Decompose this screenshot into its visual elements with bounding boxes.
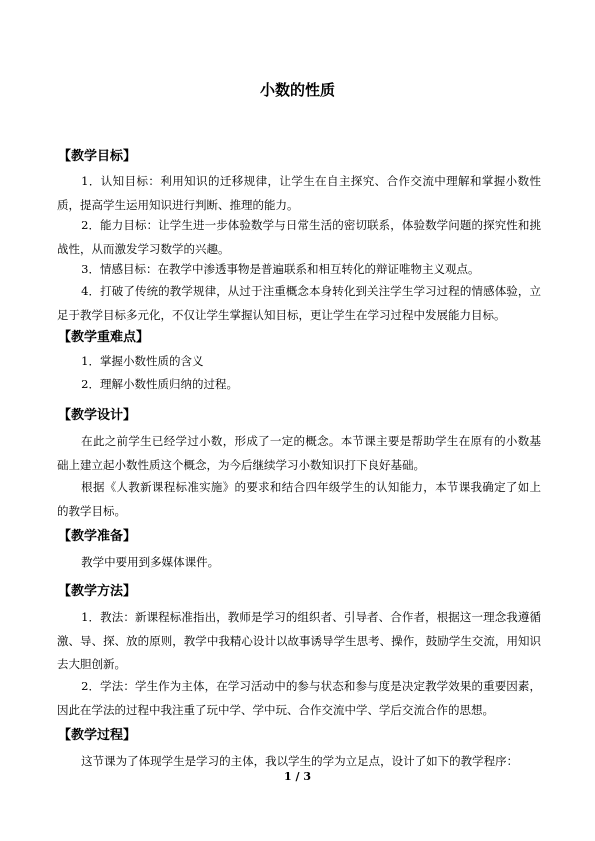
paragraph: 4．打破了传统的教学规律，从过于注重概念本身转化到关注学生学习过程的情感体验，立足于教学目标多元化，不仅让学生掌握认知目标，更让学生在学习过程中发展能力目标。 xyxy=(57,284,541,322)
page-number: 1 / 3 xyxy=(284,770,311,783)
paragraph: 2．学法：学生作为主体，在学习活动中的参与状态和参与度是决定教学效果的重要因素，因此在学法的过程中我注重了玩中学、学中玩、合作交流中学、学后交流合作的思想。 xyxy=(57,679,541,717)
section-heading-design: 【教学设计】 xyxy=(58,408,137,423)
paragraph: 在此之前学生已经学过小数，形成了一定的概念。本节课主要是帮助学生在原有的小数基础上建立起小数性质这个概念，为今后继续学习小数知识打下良好基础。 xyxy=(57,434,541,472)
section-heading-key-points: 【教学重难点】 xyxy=(58,330,150,345)
paragraph: 1．认知目标：利用知识的迁移规律，让学生在自主探究、合作交流中理解和掌握小数性质，提高学生运用知识进行判断、推理的能力。 xyxy=(57,174,541,212)
paragraph: 根据《人教新课程标准实施》的要求和结合四年级学生的认知能力，本节课我确定了如上的教学目标。 xyxy=(57,480,541,518)
paragraph: 2．理解小数性质归纳的过程。 xyxy=(81,377,238,391)
section-heading-methods: 【教学方法】 xyxy=(58,584,137,599)
paragraph: 这节课为了体现学生是学习的主体，我以学生的学为立足点，设计了如下的教学程序： xyxy=(81,754,519,768)
paragraph: 教学中要用到多媒体课件。 xyxy=(81,555,220,569)
section-heading-objectives: 【教学目标】 xyxy=(58,149,137,164)
paragraph: 1．掌握小数性质的含义 xyxy=(81,354,204,368)
section-heading-process: 【教学过程】 xyxy=(58,728,137,743)
paragraph: 3．情感目标：在教学中渗透事物是普遍联系和相互转化的辩证唯物主义观点。 xyxy=(81,262,480,276)
section-heading-preparation: 【教学准备】 xyxy=(58,529,137,544)
page-title: 小数的性质 xyxy=(259,81,335,99)
paragraph: 1．教法：新课程标准指出，教师是学习的组织者、引导者、合作者，根据这一理念我遵循激、导、探、放的原则，教学中我精心设计以故事诱导学生思考、操作，鼓励学生交流，用知识去大胆创新。 xyxy=(57,610,541,671)
paragraph: 2．能力目标：让学生进一步体验数学与日常生活的密切联系，体验数学问题的探究性和挑战性，从而激发学习数学的兴趣。 xyxy=(57,218,541,256)
